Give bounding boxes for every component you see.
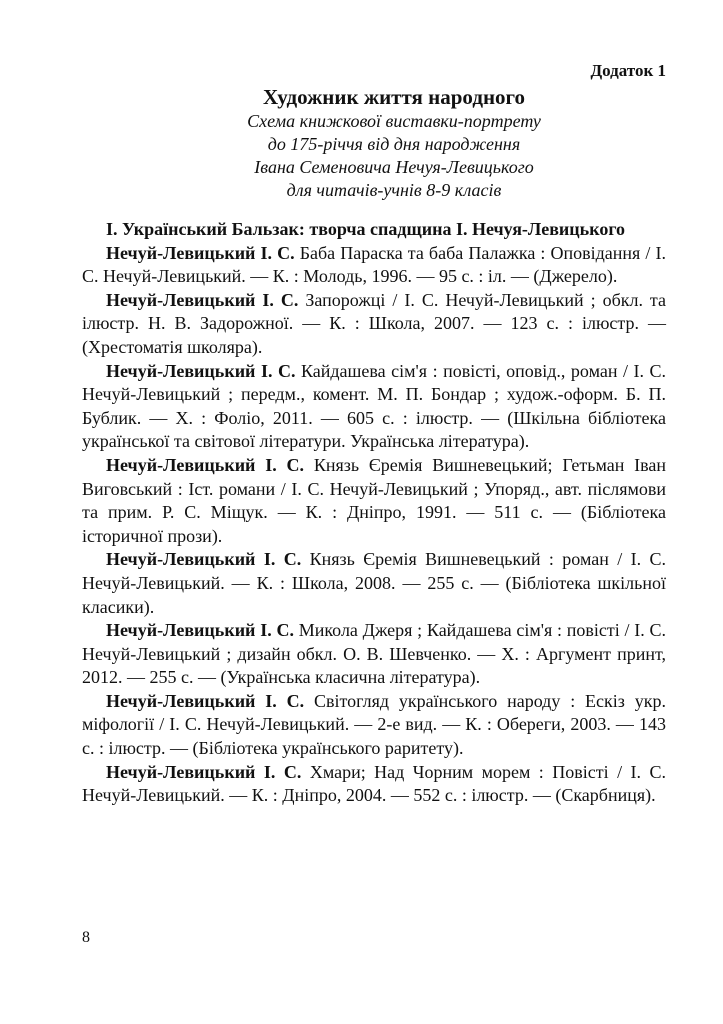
title-block [82, 84, 666, 202]
entry-author: Нечуй-Левицький І. С. [106, 242, 295, 263]
entry-text: Хмари; Над Чорним морем : Повісті / І. С. Нечуй-Левицький. — К. : Дніпро, 2004. — 552 с. : ілюстр. — (Скарбниця). [82, 761, 666, 806]
entry-author: Нечуй-Левицький І. С. [106, 454, 305, 475]
entry-text: Запорожці / І. С. Нечуй-Левицький ; обкл. та ілюстр. Н. В. Задорожної. — К. : Школа, 2007. — 123 с. : ілюстр. — (Хрестоматія школяра). [82, 289, 667, 357]
subtitle-line: Івана Семеновича Нечуя-Левицького [254, 157, 534, 177]
entry-author: Нечуй-Левицький І. С. [106, 620, 294, 641]
subtitle-line: Схема книжкової виставки-портрету [247, 111, 541, 131]
entry-text: Кайдашева сім'я : повісті, оповід., роман / І. С. Нечуй-Левицький ; передм., комент. М. П. Бондар ; худож.-оформ. Б. П. Бублик. — Х. : Фоліо, 2011. — 605 с. : ілюстр. — (Шкільна бібліотека української та світової літератури. Українська література). [82, 360, 667, 452]
appendix-label: Додаток 1 [590, 61, 666, 80]
entry-text: Князь Єремія Вишневецький; Гетьман Іван Виговський : Іст. романи / І. С. Нечуй-Левицький ; Упоряд., авт. післямови та прим. Р. С. Міщук. — К. : Дніпро, 1991. — 511 с. — (Бібліотека історичної прози). [82, 454, 666, 546]
page-number: 8 [82, 929, 90, 946]
subtitle-line: для читачів-учнів 8-9 класів [286, 180, 502, 200]
entry-author: Нечуй-Левицький І. С. [106, 289, 299, 310]
entry-author: Нечуй-Левицький І. С. [106, 690, 305, 711]
entry-text: Микола Джеря ; Кайдашева сім'я : повісті / І. С. Нечуй-Левицький ; дизайн обкл. О. В. Шевченко. — Х. : Аргумент принт, 2012. — 255 с. — (Українська класична література). [82, 620, 667, 688]
entry-text: Баба Параска та баба Палажка : Оповідання / І. С. Нечуй-Левицький. — К. : Молодь, 1996. — 95 с. : іл. — (Джерело). [82, 242, 666, 287]
entry-author: Нечуй-Левицький І. С. [106, 761, 302, 782]
bibliography-entry [82, 289, 666, 360]
bibliography-entry [82, 761, 666, 808]
section-heading: І. Український Бальзак: творча спадщина І. Нечуя-Левицького [106, 219, 626, 239]
bibliography-entry [82, 360, 666, 454]
entry-text: Світогляд українського народу : Ескіз укр. міфології / І. С. Нечуй-Левицький. — 2-е вид. — К. : Обереги, 2003. — 143 с. : ілюстр. — (Бібліотека українського раритету). [82, 690, 666, 759]
bibliography-entry [82, 242, 666, 289]
subtitle-line: до 175-річчя від дня народження [267, 134, 521, 154]
bibliography-entry [82, 454, 666, 548]
entry-author: Нечуй-Левицький І. С. [106, 360, 296, 381]
document-title: Художник життя народного [262, 85, 526, 109]
entry-text: Князь Єремія Вишневецький : роман / І. С. Нечуй-Левицький. — К. : Школа, 2008. — 255 с. — (Бібліотека шкільної класики). [82, 549, 667, 617]
entry-author: Нечуй-Левицький І. С. [106, 549, 302, 570]
document-page [82, 60, 666, 808]
bibliography-entry [82, 690, 666, 761]
bibliography-entry [82, 548, 666, 619]
bibliography-entry [82, 619, 666, 690]
